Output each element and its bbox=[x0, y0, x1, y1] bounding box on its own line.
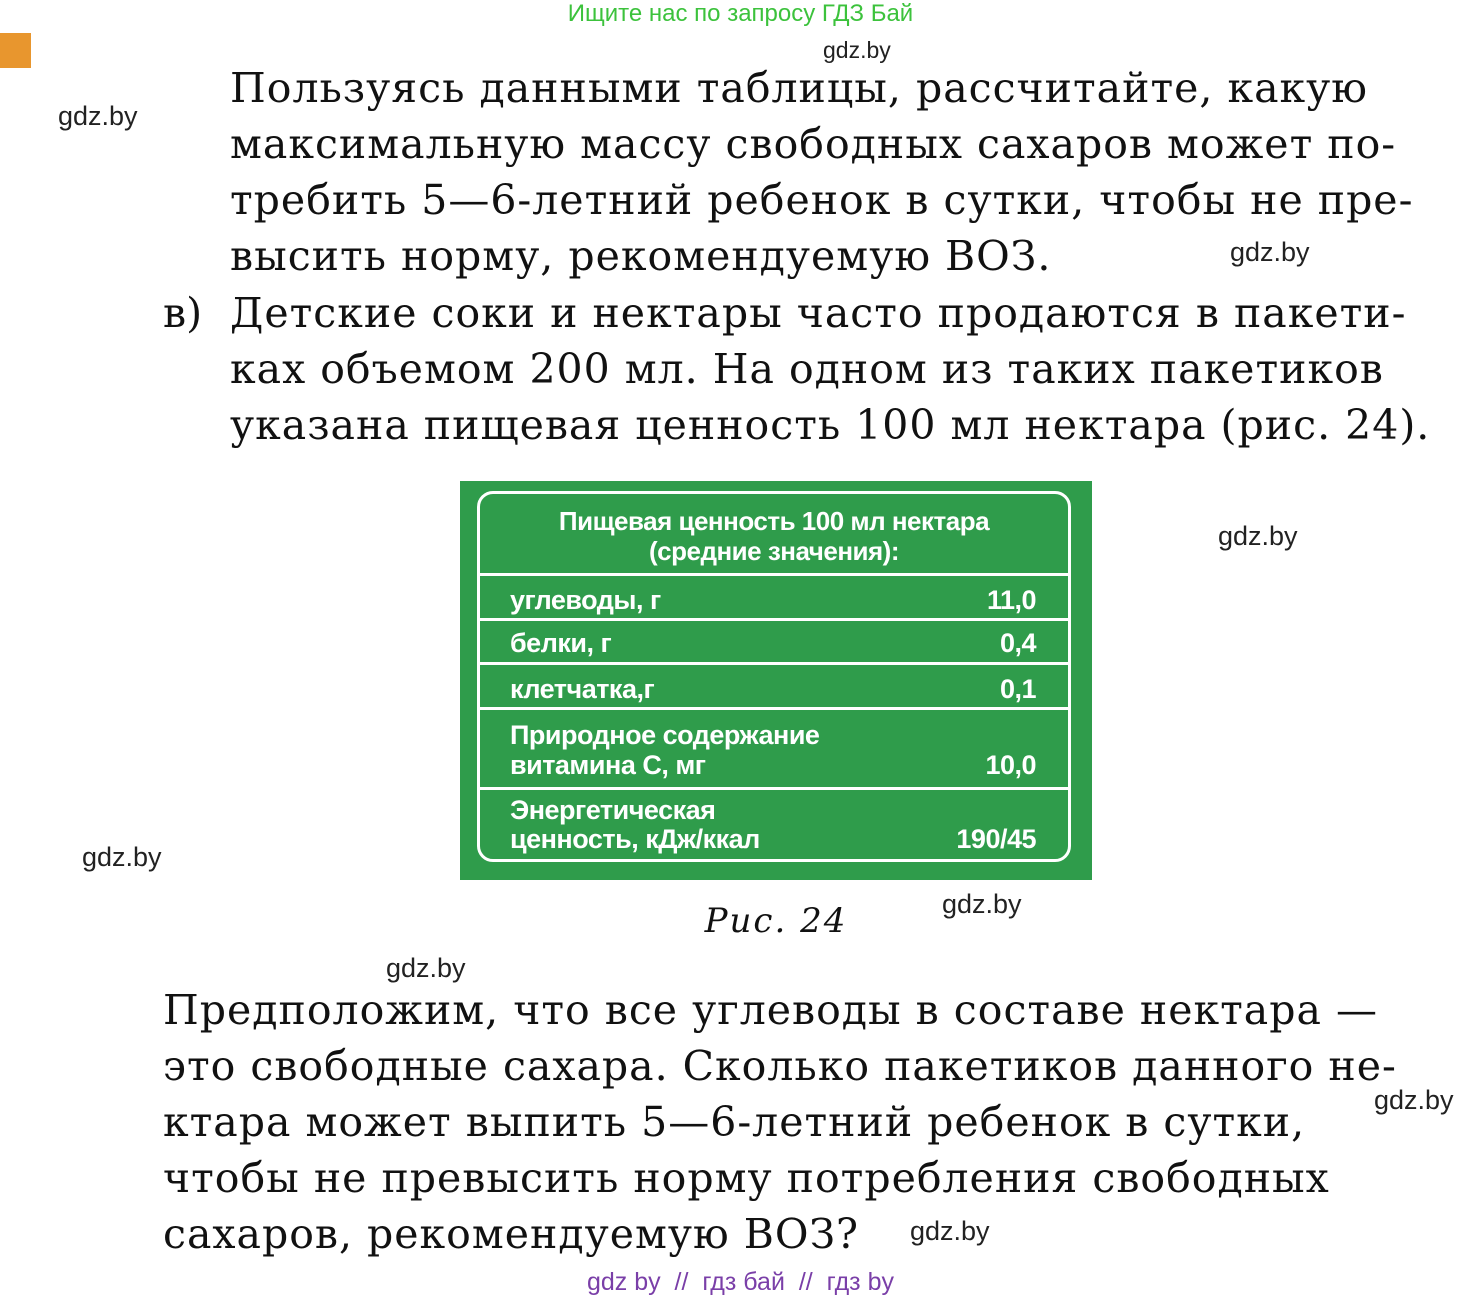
text-line: это свободные сахара. Сколько пакетиков данного не- bbox=[163, 1042, 1397, 1090]
text-line: Пользуясь данными таблицы, рассчитайте, какую bbox=[230, 64, 1368, 112]
item-v-text bbox=[230, 285, 1430, 453]
paragraph-1 bbox=[230, 60, 1413, 284]
label-row bbox=[480, 790, 1068, 859]
text-line: ках объемом 200 мл. На одном из таких пакетиков bbox=[230, 345, 1384, 393]
watermark: gdz.by bbox=[1374, 1085, 1454, 1115]
watermark: gdz.by bbox=[58, 101, 138, 131]
nutrition-label-frame bbox=[477, 491, 1071, 862]
row-name: углеводы, г bbox=[510, 585, 661, 615]
watermark: gdz.by bbox=[910, 1216, 990, 1246]
text-line: Детские соки и нектары часто продаются в пакети- bbox=[230, 289, 1407, 337]
row-value: 0,4 bbox=[999, 628, 1036, 658]
watermark: gdz.by bbox=[1230, 237, 1310, 267]
text-line: сахаров, рекомендуемую ВОЗ? bbox=[163, 1210, 859, 1258]
row-name: Природное содержание bbox=[510, 720, 820, 750]
text-line: Предположим, что все углеводы в составе нектара — bbox=[163, 986, 1378, 1034]
row-name: клетчатка,г bbox=[510, 674, 655, 704]
label-title: Пищевая ценность 100 мл нектара bbox=[558, 506, 990, 536]
row-name-line2: ценность, кДж/ккал bbox=[510, 824, 760, 854]
top-banner: Ищите нас по запросу ГДЗ Бай bbox=[567, 0, 914, 27]
watermark: gdz.by bbox=[823, 37, 891, 63]
text-line: ктара может выпить 5—6-летний ребенок в сутки, bbox=[163, 1098, 1306, 1146]
watermark: gdz.by bbox=[942, 889, 1022, 919]
label-row bbox=[480, 621, 1068, 665]
row-name-line2: витамина С, мг bbox=[510, 750, 706, 780]
paragraph-2 bbox=[163, 982, 1397, 1262]
label-subtitle: (средние значения): bbox=[648, 536, 899, 566]
label-row bbox=[480, 710, 1068, 790]
row-value: 11,0 bbox=[986, 585, 1036, 615]
row-name: белки, г bbox=[510, 628, 612, 658]
label-header bbox=[480, 494, 1068, 576]
watermark: gdz.by bbox=[82, 842, 162, 872]
row-value: 190/45 bbox=[956, 824, 1036, 854]
text-line: указана пищевая ценность 100 мл нектара (рис. 24). bbox=[230, 401, 1431, 449]
label-row bbox=[480, 665, 1068, 710]
text-line: требить 5—6-летний ребенок в сутки, чтобы не пре- bbox=[230, 176, 1414, 224]
footer-watermark: gdz by // гдз бай // гдз by bbox=[586, 1268, 894, 1296]
figure-caption: Рис. 24 bbox=[704, 901, 848, 941]
text-line: высить норму, рекомендуемую ВОЗ. bbox=[230, 232, 1052, 280]
label-row bbox=[480, 576, 1068, 621]
watermark: gdz.by bbox=[386, 953, 466, 983]
item-marker: в) bbox=[163, 289, 203, 337]
watermark: gdz.by bbox=[1218, 521, 1298, 551]
row-value: 0,1 bbox=[999, 674, 1036, 704]
text-line: максимальную массу свободных сахаров может по- bbox=[230, 120, 1397, 168]
text-line: чтобы не превысить норму потребления свободных bbox=[163, 1154, 1330, 1202]
row-name: Энергетическая bbox=[510, 795, 716, 825]
orange-marker bbox=[0, 33, 31, 68]
row-value: 10,0 bbox=[985, 750, 1036, 780]
